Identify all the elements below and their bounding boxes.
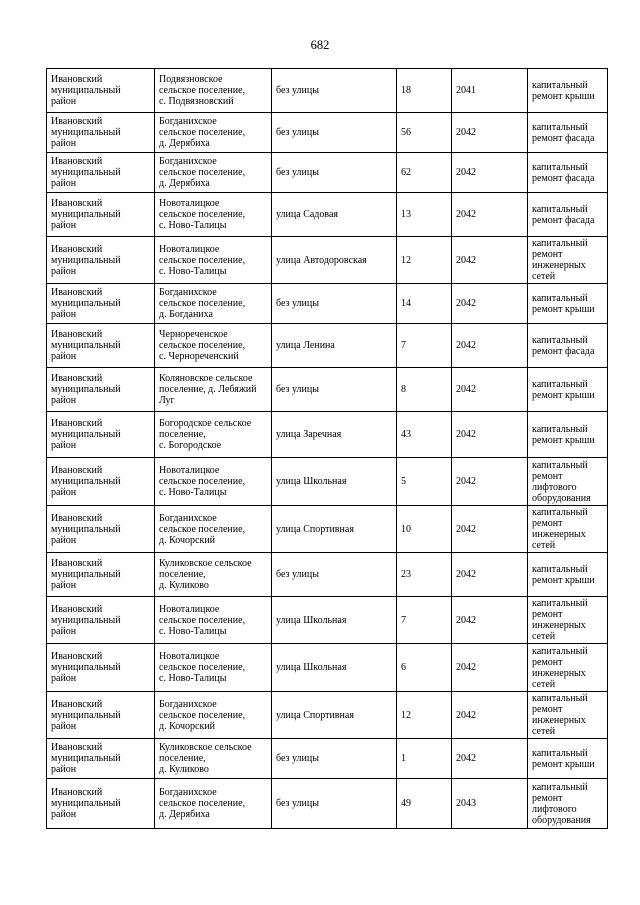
work-type-cell: капитальный ремонт инженерных сетей xyxy=(528,692,608,739)
district-cell: Ивановский муниципальный район xyxy=(47,779,155,829)
settlement-cell: Подвязновское сельское поселение, с. Подвязновский xyxy=(155,69,272,113)
settlement-cell: Чернореченское сельское поселение, с. Чернореченский xyxy=(155,324,272,368)
work-type-cell: капитальный ремонт крыши xyxy=(528,553,608,597)
house-number-cell: 14 xyxy=(397,284,452,324)
street-cell: улица Садовая xyxy=(272,193,397,237)
work-type-cell: капитальный ремонт фасада xyxy=(528,193,608,237)
district-cell: Ивановский муниципальный район xyxy=(47,458,155,506)
district-cell: Ивановский муниципальный район xyxy=(47,237,155,284)
work-type-cell: капитальный ремонт крыши xyxy=(528,368,608,412)
year-cell: 2042 xyxy=(452,324,528,368)
district-cell: Ивановский муниципальный район xyxy=(47,412,155,458)
year-cell: 2042 xyxy=(452,412,528,458)
house-number-cell: 56 xyxy=(397,113,452,153)
settlement-cell: Богданихское сельское поселение, д. Дерябиха xyxy=(155,113,272,153)
work-type-cell: капитальный ремонт фасада xyxy=(528,153,608,193)
street-cell: улица Ленина xyxy=(272,324,397,368)
year-cell: 2042 xyxy=(452,458,528,506)
district-cell: Ивановский муниципальный район xyxy=(47,597,155,644)
year-cell: 2042 xyxy=(452,553,528,597)
year-cell: 2042 xyxy=(452,193,528,237)
work-type-cell: капитальный ремонт лифтового оборудования xyxy=(528,779,608,829)
settlement-cell: Новоталицкое сельское поселение, с. Ново-Талицы xyxy=(155,644,272,692)
table-row xyxy=(47,368,608,412)
work-type-cell: капитальный ремонт инженерных сетей xyxy=(528,597,608,644)
settlement-cell: Куликовское сельское поселение, д. Куликово xyxy=(155,553,272,597)
house-number-cell: 7 xyxy=(397,597,452,644)
house-number-cell: 12 xyxy=(397,237,452,284)
repair-schedule-table xyxy=(46,68,608,829)
district-cell: Ивановский муниципальный район xyxy=(47,324,155,368)
year-cell: 2042 xyxy=(452,644,528,692)
street-cell: улица Спортивная xyxy=(272,506,397,553)
table-row xyxy=(47,692,608,739)
house-number-cell: 8 xyxy=(397,368,452,412)
work-type-cell: капитальный ремонт крыши xyxy=(528,69,608,113)
table-row xyxy=(47,597,608,644)
district-cell: Ивановский муниципальный район xyxy=(47,553,155,597)
street-cell: без улицы xyxy=(272,553,397,597)
house-number-cell: 12 xyxy=(397,692,452,739)
district-cell: Ивановский муниципальный район xyxy=(47,69,155,113)
table-row xyxy=(47,69,608,113)
district-cell: Ивановский муниципальный район xyxy=(47,739,155,779)
settlement-cell: Богданихское сельское поселение, д. Кочорский xyxy=(155,506,272,553)
settlement-cell: Новоталицкое сельское поселение, с. Ново-Талицы xyxy=(155,597,272,644)
street-cell: улица Спортивная xyxy=(272,692,397,739)
work-type-cell: капитальный ремонт крыши xyxy=(528,739,608,779)
work-type-cell: капитальный ремонт инженерных сетей xyxy=(528,506,608,553)
table-body xyxy=(47,69,608,829)
table-row xyxy=(47,153,608,193)
table-row xyxy=(47,237,608,284)
year-cell: 2042 xyxy=(452,237,528,284)
district-cell: Ивановский муниципальный район xyxy=(47,284,155,324)
table-row xyxy=(47,412,608,458)
work-type-cell: капитальный ремонт крыши xyxy=(528,284,608,324)
table-row xyxy=(47,193,608,237)
table-row xyxy=(47,739,608,779)
street-cell: без улицы xyxy=(272,779,397,829)
district-cell: Ивановский муниципальный район xyxy=(47,113,155,153)
street-cell: без улицы xyxy=(272,69,397,113)
house-number-cell: 18 xyxy=(397,69,452,113)
year-cell: 2042 xyxy=(452,739,528,779)
work-type-cell: капитальный ремонт фасада xyxy=(528,324,608,368)
house-number-cell: 10 xyxy=(397,506,452,553)
year-cell: 2042 xyxy=(452,692,528,739)
table-row xyxy=(47,553,608,597)
house-number-cell: 6 xyxy=(397,644,452,692)
street-cell: улица Автодоровская xyxy=(272,237,397,284)
year-cell: 2042 xyxy=(452,597,528,644)
work-type-cell: капитальный ремонт крыши xyxy=(528,412,608,458)
street-cell: без улицы xyxy=(272,113,397,153)
settlement-cell: Новоталицкое сельское поселение, с. Ново-Талицы xyxy=(155,458,272,506)
settlement-cell: Новоталицкое сельское поселение, с. Ново-Талицы xyxy=(155,237,272,284)
district-cell: Ивановский муниципальный район xyxy=(47,506,155,553)
settlement-cell: Богородское сельское поселение, с. Богородское xyxy=(155,412,272,458)
house-number-cell: 13 xyxy=(397,193,452,237)
street-cell: без улицы xyxy=(272,368,397,412)
settlement-cell: Богданихское сельское поселение, д. Дерябиха xyxy=(155,779,272,829)
district-cell: Ивановский муниципальный район xyxy=(47,692,155,739)
house-number-cell: 43 xyxy=(397,412,452,458)
work-type-cell: капитальный ремонт инженерных сетей xyxy=(528,237,608,284)
street-cell: без улицы xyxy=(272,739,397,779)
street-cell: улица Школьная xyxy=(272,597,397,644)
house-number-cell: 1 xyxy=(397,739,452,779)
table-row xyxy=(47,458,608,506)
settlement-cell: Новоталицкое сельское поселение, с. Ново-Талицы xyxy=(155,193,272,237)
table-row xyxy=(47,324,608,368)
year-cell: 2042 xyxy=(452,153,528,193)
street-cell: без улицы xyxy=(272,284,397,324)
settlement-cell: Куликовское сельское поселение, д. Куликово xyxy=(155,739,272,779)
street-cell: без улицы xyxy=(272,153,397,193)
district-cell: Ивановский муниципальный район xyxy=(47,193,155,237)
year-cell: 2042 xyxy=(452,368,528,412)
work-type-cell: капитальный ремонт фасада xyxy=(528,113,608,153)
house-number-cell: 23 xyxy=(397,553,452,597)
work-type-cell: капитальный ремонт лифтового оборудования xyxy=(528,458,608,506)
house-number-cell: 62 xyxy=(397,153,452,193)
street-cell: улица Заречная xyxy=(272,412,397,458)
page-number: 682 xyxy=(310,38,330,52)
district-cell: Ивановский муниципальный район xyxy=(47,644,155,692)
table-row xyxy=(47,779,608,829)
year-cell: 2043 xyxy=(452,779,528,829)
table-row xyxy=(47,506,608,553)
table-row xyxy=(47,113,608,153)
year-cell: 2042 xyxy=(452,284,528,324)
settlement-cell: Богданихское сельское поселение, д. Кочорский xyxy=(155,692,272,739)
house-number-cell: 7 xyxy=(397,324,452,368)
year-cell: 2042 xyxy=(452,506,528,553)
street-cell: улица Школьная xyxy=(272,458,397,506)
settlement-cell: Богданихское сельское поселение, д. Дерябиха xyxy=(155,153,272,193)
settlement-cell: Коляновское сельское поселение, д. Лебяжий Луг xyxy=(155,368,272,412)
district-cell: Ивановский муниципальный район xyxy=(47,368,155,412)
work-type-cell: капитальный ремонт инженерных сетей xyxy=(528,644,608,692)
table-row xyxy=(47,644,608,692)
year-cell: 2041 xyxy=(452,69,528,113)
district-cell: Ивановский муниципальный район xyxy=(47,153,155,193)
year-cell: 2042 xyxy=(452,113,528,153)
settlement-cell: Богданихское сельское поселение, д. Богданиха xyxy=(155,284,272,324)
house-number-cell: 49 xyxy=(397,779,452,829)
street-cell: улица Школьная xyxy=(272,644,397,692)
house-number-cell: 5 xyxy=(397,458,452,506)
table-row xyxy=(47,284,608,324)
